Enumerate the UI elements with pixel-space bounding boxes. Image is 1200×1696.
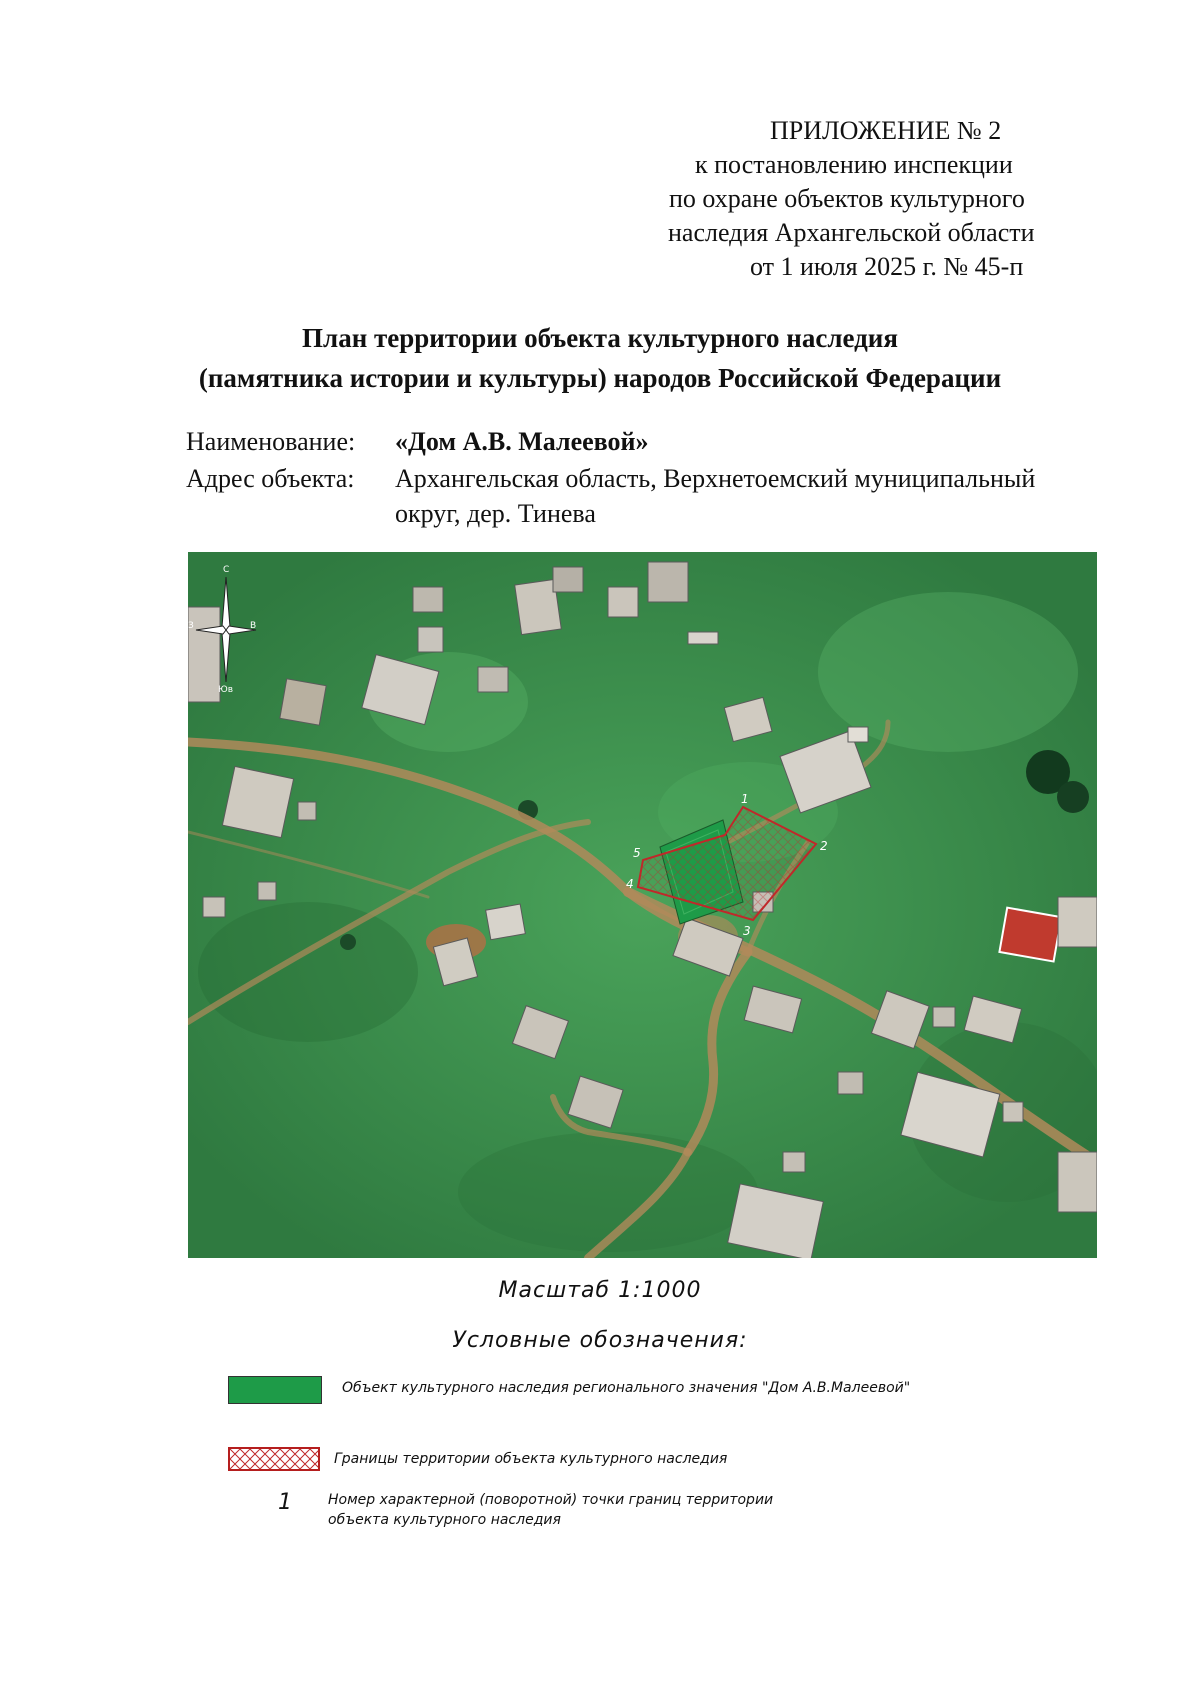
red-roof-building xyxy=(999,908,1061,962)
legend-label-object: Объект культурного наследия регионального значения "Дом А.В.Малеевой" xyxy=(342,1380,911,1396)
map-svg xyxy=(188,552,1097,1258)
compass-letter: В xyxy=(250,621,257,631)
appendix-line: наследия Архангельской области xyxy=(668,218,1035,247)
appendix-line: по охране объектов культурного xyxy=(669,184,1025,213)
appendix-line: ПРИЛОЖЕНИЕ № 2 xyxy=(770,116,1002,145)
compass-letter: С xyxy=(223,565,230,575)
satellite-map xyxy=(188,552,1097,1258)
boundary-point-label: 4 xyxy=(626,877,634,891)
legend-swatch-boundary xyxy=(228,1447,320,1471)
address-value: Архангельская область, Верхнетоемский муниципальный xyxy=(395,464,1036,493)
boundary-point-label: 2 xyxy=(820,839,828,853)
address-value-continued: округ, дер. Тинева xyxy=(395,499,596,528)
boundary-point-label: 1 xyxy=(741,792,749,806)
map-scale: Масштаб 1:1000 xyxy=(498,1278,702,1303)
building xyxy=(1058,897,1097,947)
plan-title xyxy=(0,318,1200,398)
name-value: «Дом А.В. Малеевой» xyxy=(395,427,649,456)
legend-label-point-continued: объекта культурного наследия xyxy=(328,1512,561,1528)
legend-swatch-object xyxy=(228,1376,322,1404)
boundary-point-label: 3 xyxy=(743,924,751,938)
plan-title-line: План территории объекта культурного наследия xyxy=(302,323,898,353)
appendix-line: от 1 июля 2025 г. № 45-п xyxy=(750,252,1024,281)
boundary-point-label: 5 xyxy=(633,846,641,860)
legend-point-number: 1 xyxy=(278,1490,292,1515)
appendix-line: к постановлению инспекции xyxy=(695,150,1013,179)
legend-title: Условные обозначения: xyxy=(452,1328,748,1353)
address-label: Адрес объекта: xyxy=(186,464,355,493)
name-label: Наименование: xyxy=(186,427,356,456)
compass-letter: Юв xyxy=(218,685,234,695)
legend-label-boundary: Границы территории объекта культурного наследия xyxy=(334,1451,728,1467)
crosshatch-pattern xyxy=(230,1449,318,1469)
legend-label-point: Номер характерной (поворотной) точки границ территории xyxy=(328,1492,774,1508)
plan-title-line: (памятника истории и культуры) народов Российской Федерации xyxy=(198,363,1002,393)
compass-letter: З xyxy=(188,621,194,631)
